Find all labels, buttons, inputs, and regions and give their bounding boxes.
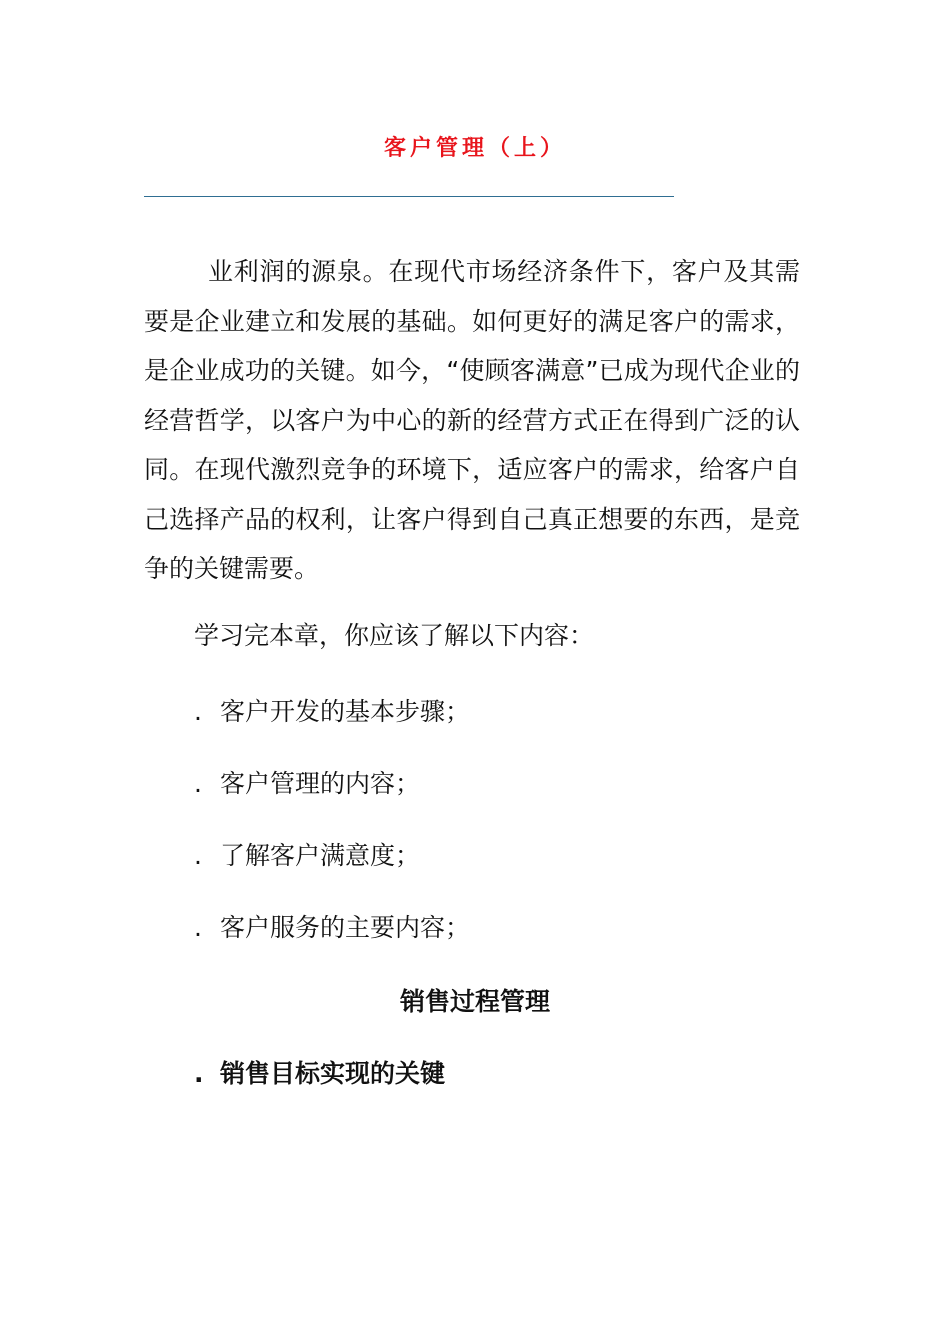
list-item-text: 客户服务的主要内容； [220,913,471,942]
body-paragraph: 业利润的源泉。在现代市场经济条件下，客户及其需要是企业建立和发展的基础。如何更好的满足客户的需求，是企业成功的关键。如今，“使顾客满意”已成为现代企业的经营哲学，以客户为中心的新的经营方式正在得到广泛的认同。在现代激烈竞争的环境下，适应客户的需求，给客户自己选择产品的权利，让客户得到自己真正想要的东西，是竞争的关键需要。 [144,257,800,583]
list-item [194,836,420,876]
title-divider [144,196,674,197]
bullet-dot: . [194,841,202,870]
section-heading: 销售过程管理 [399,987,550,1016]
list-item [194,692,470,732]
list-item-text: 客户开发的基本步骤； [220,697,471,726]
bullet-dot: . [194,1059,204,1088]
list-item-text: 了解客户满意度； [220,841,421,870]
list-item [194,764,420,804]
bullet-dot: . [194,769,202,798]
bullet-dot: . [194,913,202,942]
list-item-text: 客户管理的内容； [220,769,421,798]
page-title: 客户管理（上） [383,135,566,161]
list-item [194,908,470,948]
intro-line: 学习完本章，你应该了解以下内容： [194,621,595,650]
sub-heading-text: 销售目标实现的关键 [220,1059,446,1088]
sub-heading [194,1054,445,1094]
bullet-dot: . [194,697,202,726]
